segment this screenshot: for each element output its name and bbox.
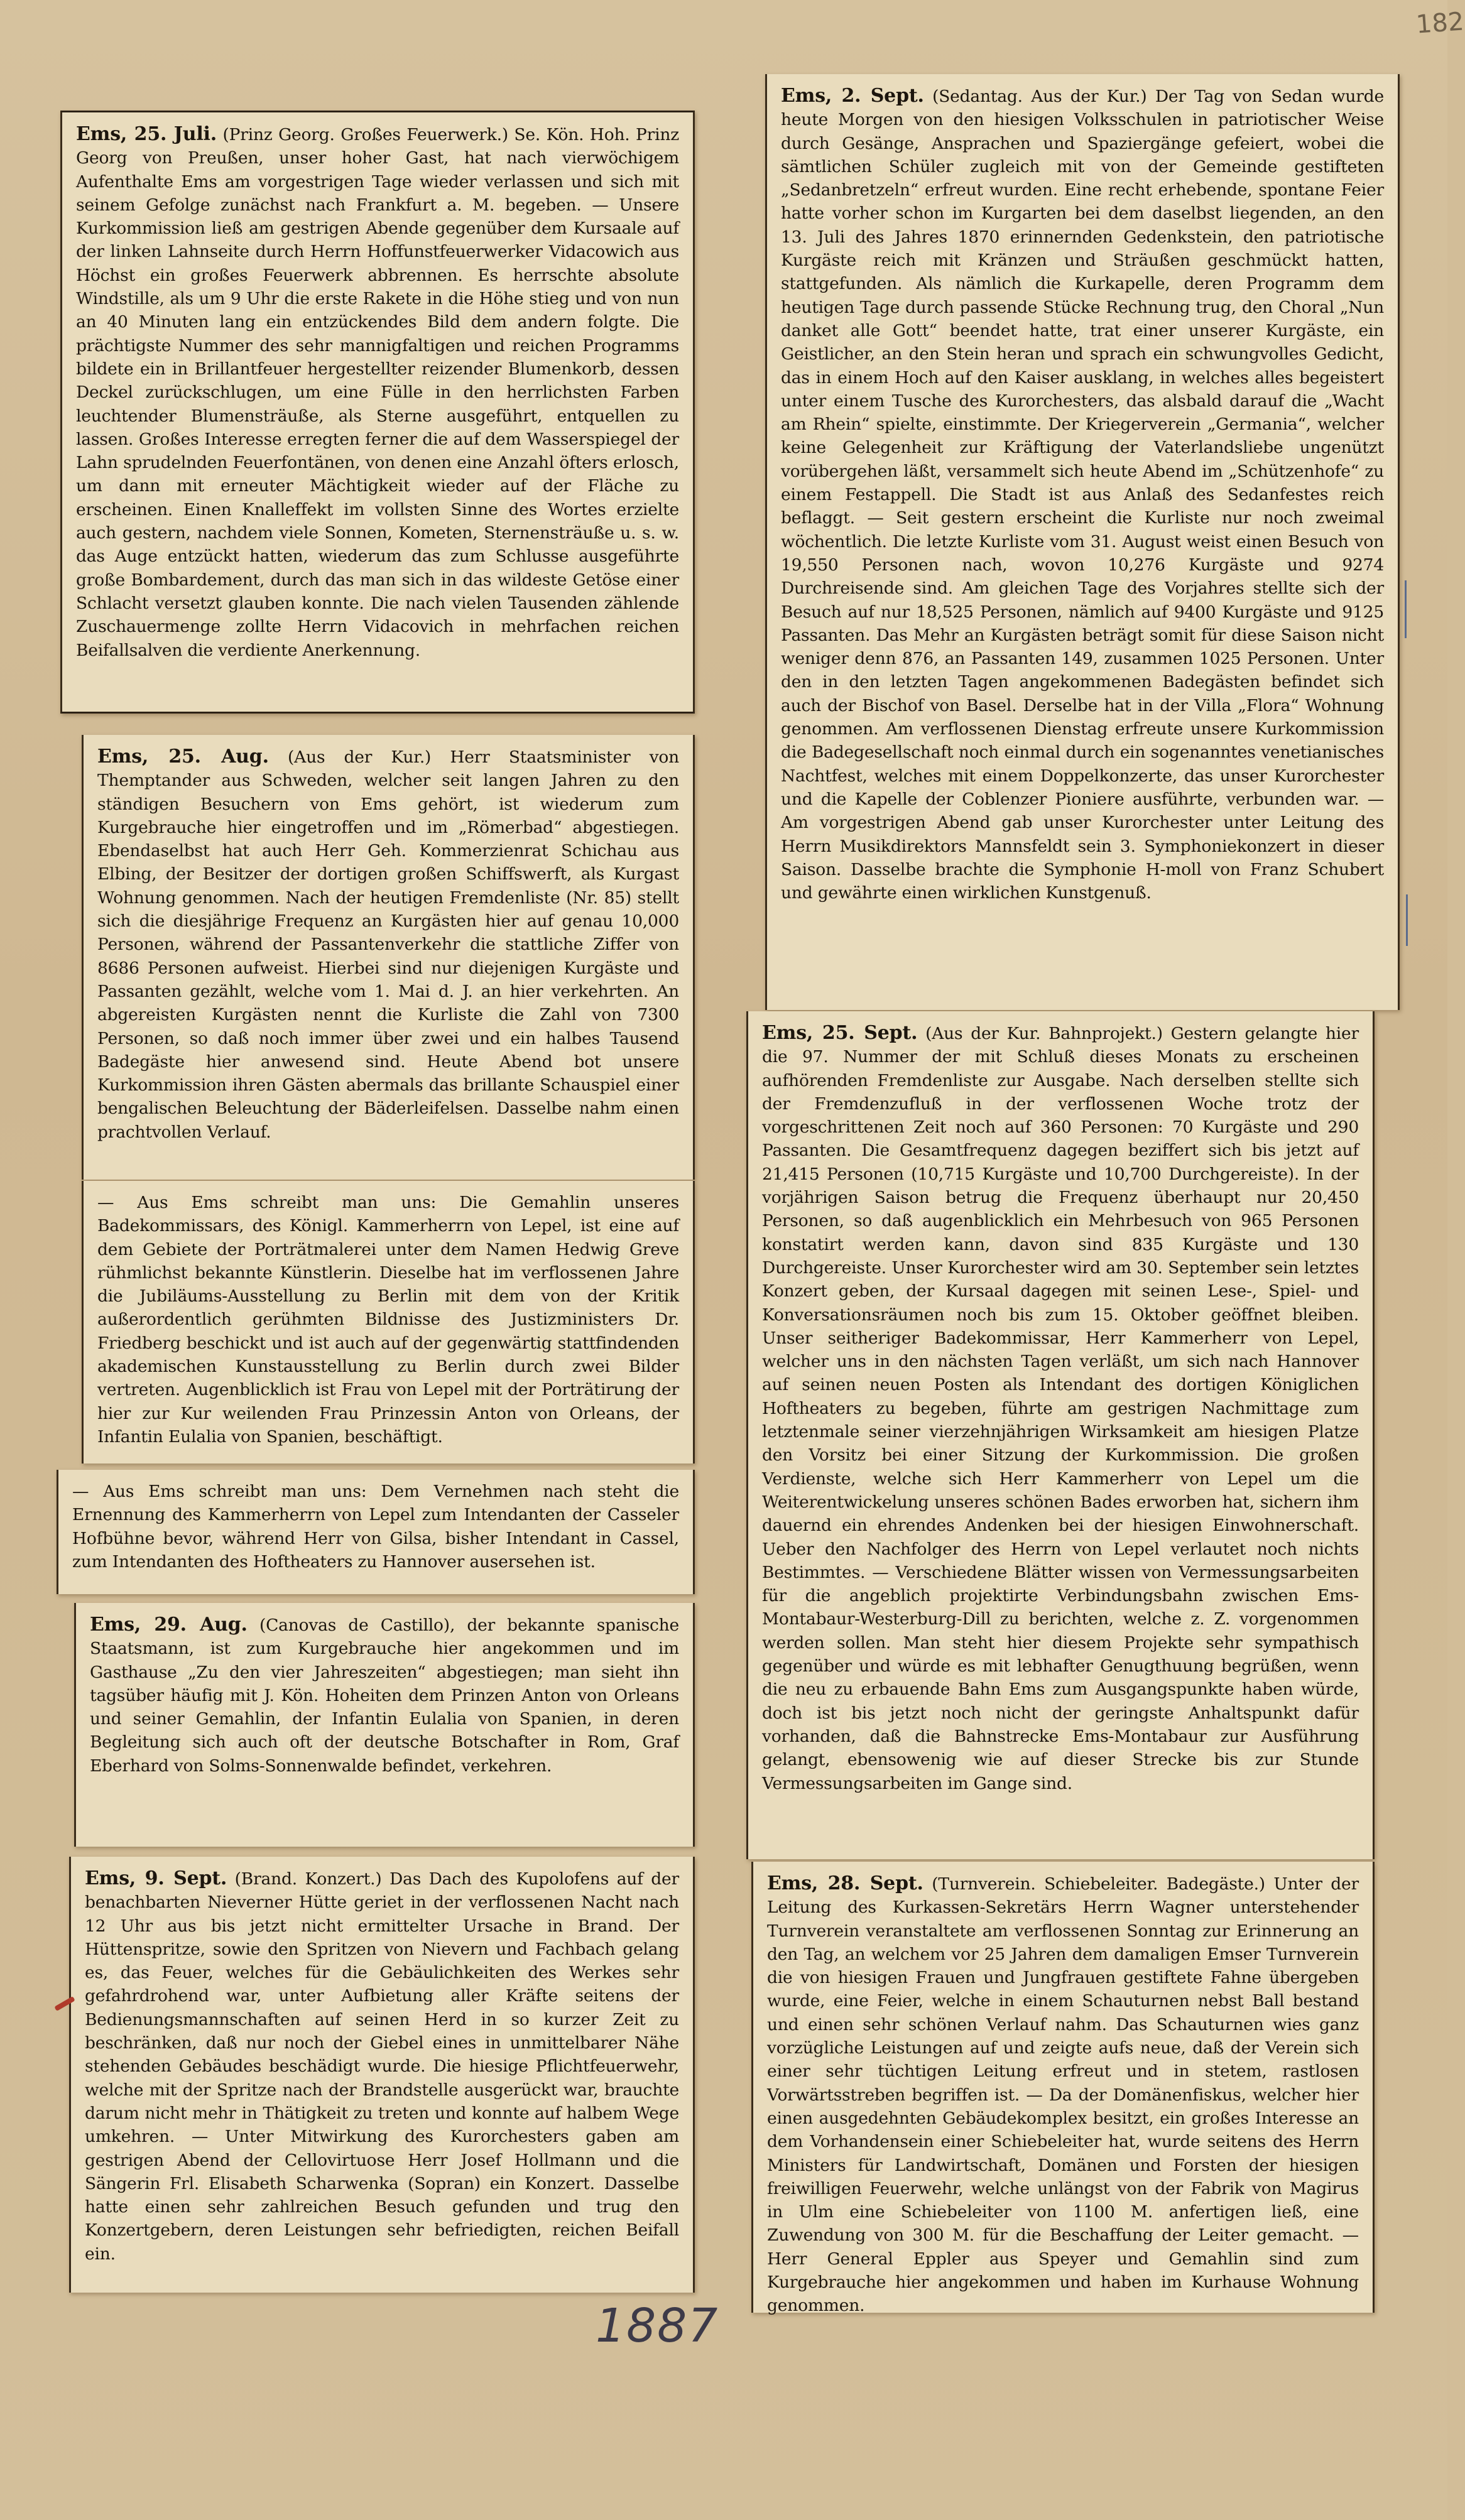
- clipping-body: [97, 1191, 679, 1448]
- clipping-text: (Turnverein. Schiebeleiter. Badegäste.) Unter der Leitung des Kurkassen-Sekretärs Herrn Wagner unterstehender Turnverein veranstaltete am verflossenen Sonntag zur Erinnerung an den Tag, an welchem vor 25 Jahren dem damaligen Emser Turnverein die von hiesigen Frauen und Jungfrauen gestiftete Fahne übergeben wurde, eine Feier, welche in einem Schauturnen nebst Ball bestand und einen sehr schönen Verlauf nahm. Das Schauturnen wies ganz vorzügliche Leistungen auf und zeigte aufs neue, daß der Verein sich einer sehr tüchtigen Leitung erfreut und in stetem, rastlosen Vorwärtsstreben begriffen ist. — Da der Domänenfiskus, welcher hier einen ausgedehnten Gebäudekomplex besitzt, ein großes Interesse an dem Vorhandensein einer Schiebeleiter hat, wurde seitens des Herrn Ministers für Landwirtschaft, Domänen und Forsten der hiesigen freiwilligen Feuerwehr, welche unlängst von der Fabrik von Magirus in Ulm eine Schiebeleiter von 1100 M. anfertigen ließ, eine Zuwendung von 300 M. für die Beschaffung der Leiter gemacht. — Herr General Eppler aus Speyer und Gemahlin sind zum Kurgebrauche hier angekommen und haben im Kurhause Wohnung genommen.: [767, 1874, 1359, 2316]
- margin-pencil-line: [1406, 894, 1408, 946]
- page-number: 182: [1415, 7, 1465, 40]
- clipping-bahnprojekt: [746, 1011, 1375, 1859]
- clipping-canovas: [74, 1603, 695, 1847]
- clipping-text: (Prinz Georg. Großes Feuerwerk.) Se. Kön. Hoh. Prinz Georg von Preußen, unser hoher Gast, hat nach vierwöchigem Aufenthalte Ems am vorgestrigen Tage wieder verlassen und sich mit seinem Gefolge zunächst nach Frankfurt a. M. begeben. — Unsere Kurkommission ließ am gestrigen Abende gegenüber dem Kursaale auf der linken Lahnseite durch Herrn Hoffunstfeuerwerker Vidacowich aus Höchst ein großes Feuerwerk abbrennen. Es herrschte absolute Windstille, als um 9 Uhr die erste Rakete in die Höhe stieg und von nun an 40 Minuten lang ein entzückendes Bild dem andern folgte. Die prächtigste Nummer des sehr mannigfaltigen und reichen Programms bildete ein in Brillantfeuer hergestellter reizender Blumenkorb, dessen Deckel zurückschlugen, um eine Fülle in den herrlichsten Farben leuchtender Blumensträuße, als Sterne ausgeführt, entquellen zu lassen. Großes Interesse erregten ferner die auf dem Wasserspiegel der Lahn sprudelnden Feuerfontänen, von denen eine Anzahl öfters erlosch, um dann mit erneuter Mächtigkeit wieder auf der Fläche zu erscheinen. Einen Knalleffekt im vollsten Sinne des Wortes erzielte auch gestern, nachdem viele Sonnen, Kometen, Sternensträuße u. s. w. das Auge entzückt hatten, wiederum das zum Schlusse ausgeführte große Bombardement, durch das man sich in das wildeste Getöse einer Schlacht versetzt glauben konnte. Die nach vielen Tausenden zählende Zuschauermenge zollte Herrn Vidacovich in mehrfachen reichen Beifallsalven die verdiente Anerkennung.: [76, 125, 680, 660]
- clipping-dateline: Ems, 28. Sept.: [767, 1872, 923, 1894]
- clipping-body: [762, 1021, 1359, 1795]
- clipping-turnverein: [751, 1862, 1375, 2316]
- clipping-dateline: Ems, 25. Aug.: [97, 746, 269, 768]
- clipping-dateline: Ems, 25. Juli.: [76, 123, 217, 145]
- clipping-body: [85, 1867, 679, 2266]
- clipping-text: — Aus Ems schreibt man uns: Dem Vernehmen nach steht die Ernennung des Kammerherrn von Lepel zum Intendanten der Casseler Hofbühne bevor, während Herr von Gilsa, bisher Intendant in Cassel, zum Intendanten des Hoftheaters zu Hannover ausersehen ist.: [72, 1482, 679, 1572]
- clipping-body: [72, 1480, 679, 1573]
- clipping-text: (Sedantag. Aus der Kur.) Der Tag von Sedan wurde heute Morgen von den hiesigen Volksschulen in patriotischer Weise durch Gesänge, Ansprachen und Spaziergänge gefeiert, wobei die sämtlichen Schüler zugleich mit von der Gemeinde gestifteten „Sedanbretzeln“ erfreut wurden. Eine recht erhebende, spontane Feier hatte vorher schon im Kurgarten bei dem daselbst liegenden, an den 13. Juli des Jahres 1870 erinnernden Gedenkstein, den patriotische Kurgäste reich mit Kränzen und Sträußen geschmückt hatten, stattgefunden. Als nämlich die Kurkapelle, deren Programm dem heutigen Tage durch passende Stücke Rechnung trug, den Choral „Nun danket alle Gott“ beendet hatte, trat einer unserer Kurgäste, ein Geistlicher, an den Stein heran und sprach ein schwungvolles Gedicht, das in einem Hoch auf den Kaiser ausklang, in welches alles begeistert unter einem Tusche des Kurorchesters, das alsbald darauf die „Wacht am Rhein“ spielte, einstimmte. Der Kriegerverein „Germania“, welcher keine Gelegenheit zur Kräftigung der Vaterlandsliebe ungenützt vorübergehen läßt, versammelt sich heute Abend im „Schützenhofe“ zu einem Festappell. Die Stadt ist aus Anlaß des Sedanfestes reich beflaggt. — Seit gestern erscheint die Kurliste nur noch zweimal wöchentlich. Die letzte Kurliste vom 31. August weist einen Besuch von 19,550 Personen nach, wovon 10,276 Kurgäste und 9274 Durchreisende sind. Am gleichen Tage des Vorjahres stellte sich der Besuch auf nur 18,525 Personen, nämlich auf 9400 Kurgäste und 9125 Passanten. Das Mehr an Kurgästen beträgt somit für diese Saison nicht weniger denn 876, an Passanten 149, zusammen 1025 Personen. Unter den in den letzten Tagen angekommenen Badegästen befindet sich auch der Bischof von Basel. Derselbe hat in der Villa „Flora“ Wohnung genommen. Am verflossenen Dienstag erfreute unsere Kurkommission die Badegesellschaft noch einmal durch ein sogenanntes venetianisches Nachtfest, welches mit einem Doppelkonzerte, das unser Kurorchester und die Kapelle der Coblenzer Pioniere ausführte, verbunden war. — Am vorgestrigen Abend gab unser Kurorchester unter Leitung des Herrn Musikdirektors Mannsfeldt sein 3. Symphoniekonzert in dieser Saison. Dasselbe brachte die Symphonie H-moll von Franz Schubert und gewährte einen wirklichen Kunstgenuß.: [781, 87, 1384, 903]
- clipping-text: (Canovas de Castillo), der bekannte spanische Staatsmann, ist zum Kurgebrauche hier angekommen und im Gasthause „Zu den vier Jahreszeiten“ abgestiegen; man sieht ihn tagsüber häufig mit J. Kön. Hoheiten dem Prinzen Anton von Orleans und seiner Gemahlin, der Infantin Eulalia von Spanien, in deren Begleitung sich auch oft der deutsche Botschafter in Rom, Graf Eberhard von Solms-Sonnenwalde befindet, verkehren.: [90, 1616, 679, 1776]
- clipping-text: — Aus Ems schreibt man uns: Die Gemahlin unseres Badekommissars, des Königl. Kammerherrn von Lepel, ist eine auf dem Gebiete der Porträtmalerei unter dem Namen Hedwig Greve rühmlichst bekannte Künstlerin. Dieselbe hat im verflossenen Jahre die Jubiläums-Ausstellung zu Berlin mit dem von der Kritik außerordentlich gerühmten Bildnisse des Justizministers Dr. Friedberg beschickt und ist auch auf der gegenwärtig stattfindenden akademischen Kunstausstellung zu Berlin durch zwei Bilder vertreten. Augenblicklich ist Frau von Lepel mit der Porträtirung der hier zur Kur weilenden Frau Prinzessin Anton von Orleans, der Infantin Eulalia von Spanien, beschäftigt.: [97, 1193, 679, 1447]
- clipping-dateline: Ems, 9. Sept.: [85, 1867, 227, 1889]
- clipping-body: [767, 1872, 1359, 2318]
- clipping-prinz-georg: [60, 111, 695, 714]
- handwritten-year: 1887: [596, 2299, 719, 2353]
- clipping-text: (Brand. Konzert.) Das Dach des Kupolofens auf der benachbarten Nieverner Hütte geriet in der verflossenen Nacht nach 12 Uhr aus bis jetzt nicht ermittelter Ursache in Brand. Der Hüttenspritze, sowie den Spritzen von Nievern und Fachbach gelang es, das Feuer, welches für die Gebäulichkeiten des Werkes sehr gefahrdrohend war, unter Aufbietung aller Kräfte seitens der Bedienungsmannschaften auf seinen Herd in so kurzer Zeit zu beschränken, daß nur noch der Giebel eines in unmittelbarer Nähe stehenden Gebäudes beschädigt wurde. Die hiesige Pflichtfeuerwehr, welche mit der Spritze nach der Brandstelle ausgerückt war, brauchte darum nicht mehr in Thätigkeit zu treten und konnte auf halbem Wege umkehren. — Unter Mitwirkung des Kurorchesters gaben am gestrigen Abend der Cellovirtuose Herr Josef Hollmann und die Sängerin Frl. Elisabeth Scharwenka (Sopran) ein Konzert. Dasselbe hatte einen sehr zahlreichen Besuch gefunden und trug den Konzertgebern, deren Leistungen sehr befriedigten, reichen Beifall ein.: [85, 1869, 679, 2264]
- clipping-body: [90, 1613, 679, 1778]
- clipping-dateline: Ems, 25. Sept.: [762, 1022, 918, 1044]
- clipping-lepel-intendant: [57, 1470, 695, 1594]
- clipping-body: [781, 84, 1384, 904]
- clipping-body: [76, 122, 679, 662]
- clipping-dateline: Ems, 2. Sept.: [781, 85, 924, 107]
- clipping-themptander: [82, 735, 695, 1180]
- clipping-sedantag: [765, 74, 1400, 1010]
- clipping-lepel-greve: [82, 1181, 695, 1464]
- clipping-text: (Aus der Kur. Bahnprojekt.) Gestern gelangte hier die 97. Nummer der mit Schluß dieses Monats zu erscheinen aufhörenden Fremdenliste zur Ausgabe. Nach derselben stellte sich der Fremdenzufluß in der verflossenen Woche trotz der vorgeschrittenen Zeit noch auf 360 Personen: 70 Kurgäste und 290 Passanten. Die Gesamtfrequenz dagegen beziffert sich bis jetzt auf 21,415 Personen (10,715 Kurgäste und 10,700 Durchgereiste). In der vorjährigen Saison betrug die Frequenz überhaupt nur 20,450 Personen, so daß augenblicklich ein Mehrbesuch von 965 Personen konstatirt werden kann, davon sind 835 Kurgäste und 130 Durchgereiste. Unser Kurorchester wird am 30. September sein letztes Konzert geben, der Kursaal dagegen mit seinen Lese-, Spiel- und Konversationsräumen noch bis zum 15. Oktober geöffnet bleiben. Unser seitheriger Badekommissar, Herr Kammerherr von Lepel, welcher uns in den nächsten Tagen verläßt, um sich nach Hannover auf seinen neuen Posten als Intendant des dortigen Königlichen Hoftheaters zu begeben, führte am gestrigen Nachmittage zum letztenmale seiner vierzehnjährigen Wirksamkeit am hiesigen Platze den Vorsitz bei einer Sitzung der Kurkommission. Die großen Verdienste, welche sich Herr Kammerherr von Lepel um die Weiterentwickelung unseres schönen Bades erworben hat, sichern ihm dauernd ein ehrendes Andenken bei der hiesigen Einwohnerschaft. Ueber den Nachfolger des Herrn von Lepel verlautet noch nichts Bestimmtes. — Verschiedene Blätter wissen von Vermessungsarbeiten für die angeblich projektirte Verbindungsbahn zwischen Ems-Montabaur-Westerburg-Dill zu berichten, welche z. Z. vorgenommen werden sollen. Man steht hier diesem Projekte sehr sympathisch gegenüber und würde es mit lebhafter Genugthuung begrüßen, wenn die neu zu erbauende Bahn Ems zum Ausgangspunkte haben würde, doch ist bis jetzt noch nicht der geringste Anhaltspunkt dafür vorhanden, daß die Bahnstrecke Ems-Montabaur zur Ausführung gelangt, ebensowenig wie auf dieser Strecke bis zur Stunde Vermessungsarbeiten im Gange sind.: [762, 1024, 1359, 1793]
- clipping-dateline: Ems, 29. Aug.: [90, 1614, 248, 1636]
- clipping-brand-konzert: [69, 1857, 695, 2293]
- clipping-text: (Aus der Kur.) Herr Staatsminister von Themptander aus Schweden, welcher seit langen Jahren zu den ständigen Besuchern von Ems gehört, ist wiederum zum Kurgebrauche hier eingetroffen und im „Römerbad“ abgestiegen. Ebendaselbst hat auch Herr Geh. Kommerzienrat Schichau aus Elbing, der Besitzer der dortigen großen Schiffswerft, als Kurgast Wohnung genommen. Nach der heutigen Fremdenliste (Nr. 85) stellt sich die diesjährige Frequenz an Kurgästen hier auf genau 10,000 Personen, während der Passantenverkehr die stattliche Ziffer von 8686 Personen aufweist. Hierbei sind nur diejenigen Kurgäste und Passanten gezählt, welche vom 1. Mai d. J. an hier verkehrten. An abgereisten Kurgästen nennt die Kurliste die Zahl von 7300 Personen, so daß noch immer über zwei und ein halbes Tausend Badegäste hier anwesend sind. Heute Abend bot unsere Kurkommission ihren Gästen abermals das brillante Schauspiel einer bengalischen Beleuchtung der Bäderleifelsen. Dasselbe nahm einen prachtvollen Verlauf.: [97, 747, 679, 1142]
- margin-pencil-line: [1405, 580, 1407, 638]
- clipping-body: [97, 745, 679, 1144]
